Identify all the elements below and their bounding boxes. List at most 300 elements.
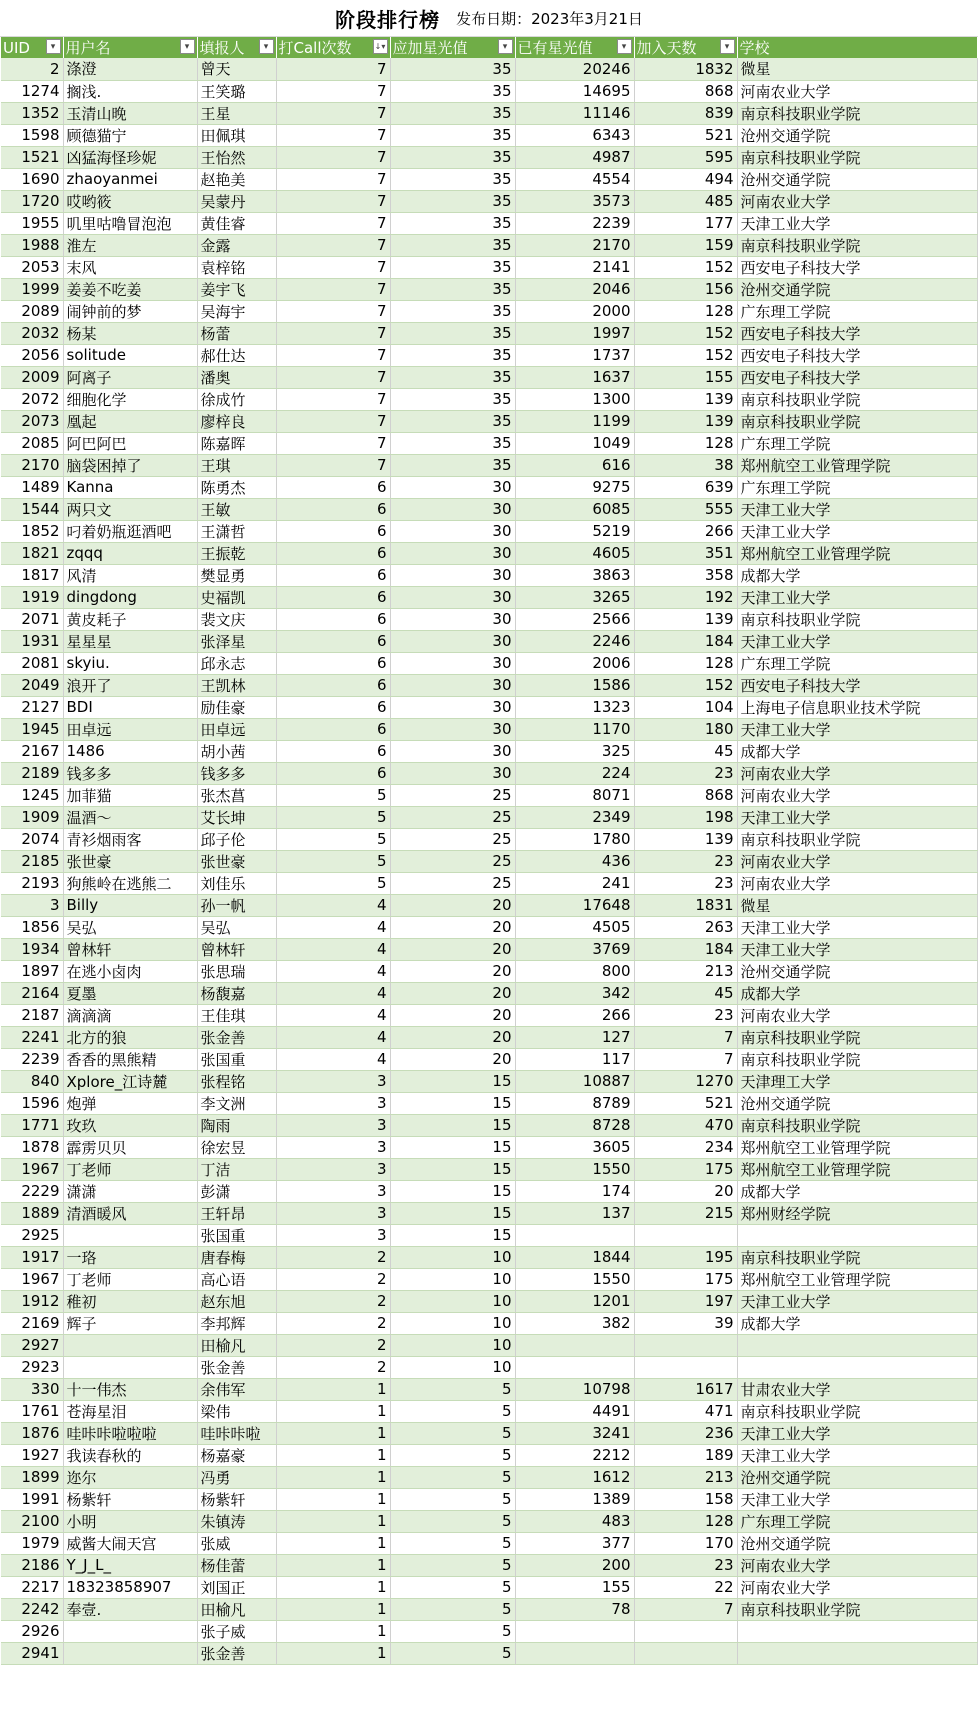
- cell-join-days[interactable]: 128: [634, 1510, 737, 1532]
- cell-reporter[interactable]: 徐宏昱: [197, 1136, 276, 1158]
- cell-reporter[interactable]: 张威: [197, 1532, 276, 1554]
- cell-username[interactable]: dingdong: [63, 586, 197, 608]
- cell-call-count[interactable]: 4: [276, 960, 390, 982]
- cell-reporter[interactable]: 哇咔咔啦: [197, 1422, 276, 1444]
- cell-username[interactable]: 玫玖: [63, 1114, 197, 1136]
- cell-username[interactable]: 清酒暖风: [63, 1202, 197, 1224]
- cell-join-days[interactable]: 351: [634, 542, 737, 564]
- cell-join-days[interactable]: 152: [634, 256, 737, 278]
- cell-call-count[interactable]: 3: [276, 1114, 390, 1136]
- cell-star-add[interactable]: 35: [390, 410, 515, 432]
- cell-star-add[interactable]: 5: [390, 1378, 515, 1400]
- cell-uid[interactable]: 2072: [1, 388, 63, 410]
- cell-uid[interactable]: 1931: [1, 630, 63, 652]
- cell-username[interactable]: 我读春秋的: [63, 1444, 197, 1466]
- cell-star-add[interactable]: 30: [390, 718, 515, 740]
- cell-school[interactable]: 南京科技职业学院: [737, 1026, 977, 1048]
- cell-username[interactable]: 加菲猫: [63, 784, 197, 806]
- cell-call-count[interactable]: 7: [276, 454, 390, 476]
- cell-uid[interactable]: 3: [1, 894, 63, 916]
- cell-star-total[interactable]: 117: [515, 1048, 634, 1070]
- cell-uid[interactable]: 2925: [1, 1224, 63, 1246]
- cell-star-add[interactable]: 15: [390, 1224, 515, 1246]
- cell-star-add[interactable]: 30: [390, 542, 515, 564]
- cell-call-count[interactable]: 1: [276, 1554, 390, 1576]
- cell-school[interactable]: 河南农业大学: [737, 850, 977, 872]
- cell-join-days[interactable]: 184: [634, 938, 737, 960]
- cell-reporter[interactable]: 姜宇飞: [197, 278, 276, 300]
- cell-reporter[interactable]: 田卓远: [197, 718, 276, 740]
- cell-school[interactable]: 广东理工学院: [737, 300, 977, 322]
- cell-reporter[interactable]: 张金善: [197, 1642, 276, 1664]
- cell-star-add[interactable]: 30: [390, 476, 515, 498]
- cell-reporter[interactable]: 励佳豪: [197, 696, 276, 718]
- cell-join-days[interactable]: 128: [634, 300, 737, 322]
- cell-uid[interactable]: 2073: [1, 410, 63, 432]
- cell-reporter[interactable]: 李邦辉: [197, 1312, 276, 1334]
- cell-call-count[interactable]: 1: [276, 1378, 390, 1400]
- cell-uid[interactable]: 1821: [1, 542, 63, 564]
- filter-dropdown-icon[interactable]: ▾: [498, 39, 513, 54]
- cell-school[interactable]: 郑州航空工业管理学院: [737, 1158, 977, 1180]
- cell-school[interactable]: 南京科技职业学院: [737, 1400, 977, 1422]
- cell-star-total[interactable]: 483: [515, 1510, 634, 1532]
- cell-school[interactable]: [737, 1334, 977, 1356]
- cell-username[interactable]: 哎哟筱: [63, 190, 197, 212]
- cell-join-days[interactable]: 23: [634, 1004, 737, 1026]
- cell-star-total[interactable]: 6343: [515, 124, 634, 146]
- cell-school[interactable]: 南京科技职业学院: [737, 102, 977, 124]
- cell-school[interactable]: 西安电子科技大学: [737, 344, 977, 366]
- cell-username[interactable]: 香香的黑熊精: [63, 1048, 197, 1070]
- cell-star-add[interactable]: 30: [390, 740, 515, 762]
- cell-call-count[interactable]: 2: [276, 1246, 390, 1268]
- cell-uid[interactable]: 2056: [1, 344, 63, 366]
- cell-uid[interactable]: 1720: [1, 190, 63, 212]
- cell-school[interactable]: 沧州交通学院: [737, 960, 977, 982]
- cell-star-add[interactable]: 30: [390, 696, 515, 718]
- cell-star-total[interactable]: 5219: [515, 520, 634, 542]
- cell-school[interactable]: 郑州航空工业管理学院: [737, 542, 977, 564]
- cell-join-days[interactable]: 23: [634, 1554, 737, 1576]
- cell-school[interactable]: 天津工业大学: [737, 498, 977, 520]
- cell-reporter[interactable]: 袁梓铭: [197, 256, 276, 278]
- cell-username[interactable]: [63, 1356, 197, 1378]
- cell-school[interactable]: 河南农业大学: [737, 1576, 977, 1598]
- cell-join-days[interactable]: 485: [634, 190, 737, 212]
- cell-school[interactable]: 成都大学: [737, 982, 977, 1004]
- cell-join-days[interactable]: 595: [634, 146, 737, 168]
- cell-call-count[interactable]: 1: [276, 1510, 390, 1532]
- cell-reporter[interactable]: 刘佳乐: [197, 872, 276, 894]
- column-header-uid[interactable]: [1, 37, 63, 58]
- cell-uid[interactable]: 1967: [1, 1268, 63, 1290]
- cell-uid[interactable]: 1878: [1, 1136, 63, 1158]
- cell-call-count[interactable]: 7: [276, 234, 390, 256]
- cell-reporter[interactable]: 王笑璐: [197, 80, 276, 102]
- cell-star-add[interactable]: 30: [390, 652, 515, 674]
- cell-uid[interactable]: 1544: [1, 498, 63, 520]
- cell-star-total[interactable]: 10798: [515, 1378, 634, 1400]
- cell-join-days[interactable]: 45: [634, 740, 737, 762]
- cell-star-add[interactable]: 30: [390, 520, 515, 542]
- cell-join-days[interactable]: 104: [634, 696, 737, 718]
- cell-reporter[interactable]: 田佩琪: [197, 124, 276, 146]
- cell-join-days[interactable]: 7: [634, 1598, 737, 1620]
- cell-school[interactable]: 郑州航空工业管理学院: [737, 1268, 977, 1290]
- column-header-call-count[interactable]: [276, 37, 390, 58]
- cell-call-count[interactable]: 1: [276, 1532, 390, 1554]
- cell-join-days[interactable]: 839: [634, 102, 737, 124]
- cell-school[interactable]: 成都大学: [737, 740, 977, 762]
- cell-reporter[interactable]: 王振乾: [197, 542, 276, 564]
- cell-join-days[interactable]: 156: [634, 278, 737, 300]
- cell-star-total[interactable]: 14695: [515, 80, 634, 102]
- cell-call-count[interactable]: 3: [276, 1202, 390, 1224]
- cell-reporter[interactable]: 胡小茜: [197, 740, 276, 762]
- column-header-join-days[interactable]: [634, 37, 737, 58]
- cell-username[interactable]: 温酒～: [63, 806, 197, 828]
- cell-uid[interactable]: 1991: [1, 1488, 63, 1510]
- cell-join-days[interactable]: [634, 1334, 737, 1356]
- cell-star-total[interactable]: 1737: [515, 344, 634, 366]
- cell-call-count[interactable]: 4: [276, 894, 390, 916]
- cell-call-count[interactable]: 6: [276, 498, 390, 520]
- cell-star-add[interactable]: 25: [390, 828, 515, 850]
- cell-username[interactable]: 阿离子: [63, 366, 197, 388]
- cell-join-days[interactable]: 175: [634, 1268, 737, 1290]
- cell-star-add[interactable]: 35: [390, 366, 515, 388]
- cell-star-add[interactable]: 5: [390, 1400, 515, 1422]
- cell-join-days[interactable]: 1831: [634, 894, 737, 916]
- cell-star-total[interactable]: 8789: [515, 1092, 634, 1114]
- cell-star-add[interactable]: 15: [390, 1158, 515, 1180]
- cell-call-count[interactable]: 1: [276, 1598, 390, 1620]
- cell-call-count[interactable]: 5: [276, 850, 390, 872]
- cell-star-add[interactable]: 35: [390, 344, 515, 366]
- cell-star-total[interactable]: 2246: [515, 630, 634, 652]
- cell-school[interactable]: 天津工业大学: [737, 916, 977, 938]
- cell-username[interactable]: 风清: [63, 564, 197, 586]
- cell-uid[interactable]: 1598: [1, 124, 63, 146]
- cell-reporter[interactable]: 王敏: [197, 498, 276, 520]
- cell-school[interactable]: 南京科技职业学院: [737, 608, 977, 630]
- cell-username[interactable]: 丁老师: [63, 1268, 197, 1290]
- cell-star-add[interactable]: 15: [390, 1202, 515, 1224]
- cell-uid[interactable]: 2100: [1, 1510, 63, 1532]
- cell-school[interactable]: 南京科技职业学院: [737, 234, 977, 256]
- sort-desc-filter-icon[interactable]: ↓▾: [373, 39, 388, 54]
- cell-school[interactable]: 南京科技职业学院: [737, 1598, 977, 1620]
- cell-join-days[interactable]: 38: [634, 454, 737, 476]
- cell-uid[interactable]: 2239: [1, 1048, 63, 1070]
- cell-call-count[interactable]: 7: [276, 410, 390, 432]
- column-header-star-add[interactable]: [390, 37, 515, 58]
- cell-reporter[interactable]: 张金善: [197, 1026, 276, 1048]
- cell-join-days[interactable]: 23: [634, 850, 737, 872]
- cell-join-days[interactable]: 192: [634, 586, 737, 608]
- cell-star-add[interactable]: 30: [390, 608, 515, 630]
- cell-star-total[interactable]: 1323: [515, 696, 634, 718]
- cell-star-total[interactable]: 1170: [515, 718, 634, 740]
- cell-star-add[interactable]: 35: [390, 300, 515, 322]
- cell-star-total[interactable]: 3265: [515, 586, 634, 608]
- cell-uid[interactable]: 1889: [1, 1202, 63, 1224]
- cell-uid[interactable]: 1899: [1, 1466, 63, 1488]
- cell-username[interactable]: 叼着奶瓶逛酒吧: [63, 520, 197, 542]
- cell-join-days[interactable]: 639: [634, 476, 737, 498]
- cell-star-total[interactable]: 3863: [515, 564, 634, 586]
- cell-join-days[interactable]: 22: [634, 1576, 737, 1598]
- cell-username[interactable]: 淮左: [63, 234, 197, 256]
- cell-star-add[interactable]: 30: [390, 498, 515, 520]
- cell-uid[interactable]: 2071: [1, 608, 63, 630]
- cell-username[interactable]: skyiu.: [63, 652, 197, 674]
- filter-dropdown-icon[interactable]: ▾: [259, 39, 274, 54]
- cell-reporter[interactable]: 徐成竹: [197, 388, 276, 410]
- cell-star-add[interactable]: 25: [390, 850, 515, 872]
- cell-star-total[interactable]: 1997: [515, 322, 634, 344]
- cell-star-add[interactable]: 10: [390, 1312, 515, 1334]
- cell-join-days[interactable]: 7: [634, 1026, 737, 1048]
- cell-username[interactable]: solitude: [63, 344, 197, 366]
- cell-star-add[interactable]: 5: [390, 1466, 515, 1488]
- cell-join-days[interactable]: 180: [634, 718, 737, 740]
- cell-join-days[interactable]: 521: [634, 124, 737, 146]
- cell-reporter[interactable]: 杨佳蕾: [197, 1554, 276, 1576]
- cell-school[interactable]: 天津工业大学: [737, 586, 977, 608]
- cell-school[interactable]: 西安电子科技大学: [737, 256, 977, 278]
- cell-username[interactable]: 细胞化学: [63, 388, 197, 410]
- cell-join-days[interactable]: [634, 1356, 737, 1378]
- cell-username[interactable]: 钱多多: [63, 762, 197, 784]
- cell-uid[interactable]: 1934: [1, 938, 63, 960]
- column-header-star-total[interactable]: [515, 37, 634, 58]
- cell-star-add[interactable]: 35: [390, 454, 515, 476]
- cell-star-total[interactable]: [515, 1356, 634, 1378]
- cell-school[interactable]: 微星: [737, 58, 977, 80]
- cell-call-count[interactable]: 6: [276, 564, 390, 586]
- cell-star-add[interactable]: 35: [390, 80, 515, 102]
- cell-username[interactable]: 张世豪: [63, 850, 197, 872]
- cell-star-total[interactable]: 436: [515, 850, 634, 872]
- cell-call-count[interactable]: 1: [276, 1488, 390, 1510]
- cell-join-days[interactable]: 494: [634, 168, 737, 190]
- cell-star-add[interactable]: 30: [390, 762, 515, 784]
- cell-call-count[interactable]: 2: [276, 1312, 390, 1334]
- cell-uid[interactable]: 2085: [1, 432, 63, 454]
- cell-username[interactable]: 霹雳贝贝: [63, 1136, 197, 1158]
- cell-username[interactable]: Y_J_L_: [63, 1554, 197, 1576]
- cell-username[interactable]: 18323858907: [63, 1576, 197, 1598]
- cell-uid[interactable]: 1274: [1, 80, 63, 102]
- cell-call-count[interactable]: 6: [276, 542, 390, 564]
- cell-star-add[interactable]: 35: [390, 234, 515, 256]
- cell-school[interactable]: 沧州交通学院: [737, 168, 977, 190]
- cell-reporter[interactable]: 彭潇: [197, 1180, 276, 1202]
- cell-star-add[interactable]: 10: [390, 1334, 515, 1356]
- cell-star-total[interactable]: 1389: [515, 1488, 634, 1510]
- cell-star-total[interactable]: 1201: [515, 1290, 634, 1312]
- cell-username[interactable]: 在逃小卤肉: [63, 960, 197, 982]
- cell-reporter[interactable]: 邱永志: [197, 652, 276, 674]
- cell-uid[interactable]: 1967: [1, 1158, 63, 1180]
- cell-reporter[interactable]: 曾林轩: [197, 938, 276, 960]
- column-header-reporter[interactable]: [197, 37, 276, 58]
- cell-call-count[interactable]: 4: [276, 982, 390, 1004]
- cell-join-days[interactable]: 23: [634, 762, 737, 784]
- cell-school[interactable]: 成都大学: [737, 1312, 977, 1334]
- cell-call-count[interactable]: 7: [276, 124, 390, 146]
- cell-school[interactable]: 微星: [737, 894, 977, 916]
- cell-join-days[interactable]: [634, 1224, 737, 1246]
- cell-reporter[interactable]: 朱镇涛: [197, 1510, 276, 1532]
- cell-school[interactable]: 天津工业大学: [737, 630, 977, 652]
- cell-call-count[interactable]: 7: [276, 212, 390, 234]
- cell-star-add[interactable]: 25: [390, 784, 515, 806]
- cell-star-add[interactable]: 35: [390, 102, 515, 124]
- cell-call-count[interactable]: 6: [276, 608, 390, 630]
- cell-star-add[interactable]: 35: [390, 146, 515, 168]
- cell-star-add[interactable]: 25: [390, 806, 515, 828]
- cell-username[interactable]: 玉清山晚: [63, 102, 197, 124]
- cell-star-total[interactable]: 20246: [515, 58, 634, 80]
- cell-uid[interactable]: 2167: [1, 740, 63, 762]
- cell-call-count[interactable]: 6: [276, 630, 390, 652]
- cell-uid[interactable]: 1817: [1, 564, 63, 586]
- cell-join-days[interactable]: 470: [634, 1114, 737, 1136]
- cell-star-add[interactable]: 35: [390, 388, 515, 410]
- cell-school[interactable]: 西安电子科技大学: [737, 674, 977, 696]
- cell-uid[interactable]: 1771: [1, 1114, 63, 1136]
- cell-call-count[interactable]: 3: [276, 1224, 390, 1246]
- cell-username[interactable]: 杨紫轩: [63, 1488, 197, 1510]
- cell-uid[interactable]: 2053: [1, 256, 63, 278]
- cell-star-total[interactable]: 6085: [515, 498, 634, 520]
- cell-join-days[interactable]: 198: [634, 806, 737, 828]
- cell-star-total[interactable]: 10887: [515, 1070, 634, 1092]
- cell-reporter[interactable]: 张思瑞: [197, 960, 276, 982]
- cell-call-count[interactable]: 1: [276, 1576, 390, 1598]
- cell-school[interactable]: 天津工业大学: [737, 1422, 977, 1444]
- cell-join-days[interactable]: 266: [634, 520, 737, 542]
- cell-uid[interactable]: 1979: [1, 1532, 63, 1554]
- cell-join-days[interactable]: 868: [634, 784, 737, 806]
- cell-school[interactable]: 天津工业大学: [737, 520, 977, 542]
- cell-school[interactable]: 郑州航空工业管理学院: [737, 1136, 977, 1158]
- cell-call-count[interactable]: 6: [276, 762, 390, 784]
- cell-reporter[interactable]: 田榆凡: [197, 1598, 276, 1620]
- cell-username[interactable]: 青衫烟雨客: [63, 828, 197, 850]
- cell-star-total[interactable]: 241: [515, 872, 634, 894]
- cell-call-count[interactable]: 3: [276, 1136, 390, 1158]
- cell-uid[interactable]: 1945: [1, 718, 63, 740]
- filter-dropdown-icon[interactable]: ▾: [617, 39, 632, 54]
- cell-username[interactable]: 脑袋困掉了: [63, 454, 197, 476]
- cell-star-add[interactable]: 20: [390, 1026, 515, 1048]
- cell-join-days[interactable]: 139: [634, 608, 737, 630]
- cell-star-total[interactable]: 616: [515, 454, 634, 476]
- cell-school[interactable]: 成都大学: [737, 1180, 977, 1202]
- cell-star-add[interactable]: 5: [390, 1422, 515, 1444]
- cell-school[interactable]: 天津工业大学: [737, 1488, 977, 1510]
- cell-star-total[interactable]: 11146: [515, 102, 634, 124]
- cell-call-count[interactable]: 4: [276, 1026, 390, 1048]
- cell-uid[interactable]: 1856: [1, 916, 63, 938]
- cell-reporter[interactable]: 吴弘: [197, 916, 276, 938]
- cell-reporter[interactable]: 王星: [197, 102, 276, 124]
- cell-uid[interactable]: 2186: [1, 1554, 63, 1576]
- cell-star-add[interactable]: 35: [390, 190, 515, 212]
- cell-school[interactable]: 天津理工大学: [737, 1070, 977, 1092]
- cell-join-days[interactable]: 170: [634, 1532, 737, 1554]
- cell-school[interactable]: 西安电子科技大学: [737, 366, 977, 388]
- cell-uid[interactable]: 1897: [1, 960, 63, 982]
- cell-star-total[interactable]: 342: [515, 982, 634, 1004]
- cell-star-total[interactable]: 1550: [515, 1158, 634, 1180]
- cell-call-count[interactable]: 7: [276, 300, 390, 322]
- cell-call-count[interactable]: 6: [276, 718, 390, 740]
- cell-uid[interactable]: 2169: [1, 1312, 63, 1334]
- cell-star-total[interactable]: [515, 1620, 634, 1642]
- cell-uid[interactable]: 330: [1, 1378, 63, 1400]
- cell-star-total[interactable]: 1586: [515, 674, 634, 696]
- cell-reporter[interactable]: 张杰菖: [197, 784, 276, 806]
- cell-school[interactable]: 沧州交通学院: [737, 1532, 977, 1554]
- cell-school[interactable]: 河南农业大学: [737, 80, 977, 102]
- cell-star-total[interactable]: 1780: [515, 828, 634, 850]
- cell-star-add[interactable]: 20: [390, 938, 515, 960]
- cell-star-add[interactable]: 20: [390, 982, 515, 1004]
- cell-username[interactable]: 凶猛海怪珍妮: [63, 146, 197, 168]
- cell-star-add[interactable]: 5: [390, 1532, 515, 1554]
- cell-reporter[interactable]: 钱多多: [197, 762, 276, 784]
- cell-uid[interactable]: 2242: [1, 1598, 63, 1620]
- cell-call-count[interactable]: 1: [276, 1466, 390, 1488]
- cell-call-count[interactable]: 7: [276, 58, 390, 80]
- cell-school[interactable]: 天津工业大学: [737, 718, 977, 740]
- cell-star-total[interactable]: 3605: [515, 1136, 634, 1158]
- cell-school[interactable]: 天津工业大学: [737, 938, 977, 960]
- cell-username[interactable]: [63, 1334, 197, 1356]
- cell-school[interactable]: 南京科技职业学院: [737, 1246, 977, 1268]
- cell-username[interactable]: Billy: [63, 894, 197, 916]
- cell-join-days[interactable]: 213: [634, 960, 737, 982]
- cell-star-total[interactable]: [515, 1642, 634, 1664]
- cell-uid[interactable]: 2185: [1, 850, 63, 872]
- cell-join-days[interactable]: 128: [634, 432, 737, 454]
- cell-call-count[interactable]: 7: [276, 80, 390, 102]
- cell-reporter[interactable]: 邱子伦: [197, 828, 276, 850]
- column-header-username[interactable]: [63, 37, 197, 58]
- cell-star-total[interactable]: 1049: [515, 432, 634, 454]
- cell-uid[interactable]: 2032: [1, 322, 63, 344]
- cell-reporter[interactable]: 王怡然: [197, 146, 276, 168]
- cell-username[interactable]: 田卓远: [63, 718, 197, 740]
- cell-join-days[interactable]: 139: [634, 388, 737, 410]
- filter-dropdown-icon[interactable]: ▾: [720, 39, 735, 54]
- cell-join-days[interactable]: 177: [634, 212, 737, 234]
- cell-star-total[interactable]: 174: [515, 1180, 634, 1202]
- cell-school[interactable]: 沧州交通学院: [737, 1466, 977, 1488]
- cell-star-add[interactable]: 15: [390, 1092, 515, 1114]
- cell-school[interactable]: 郑州财经学院: [737, 1202, 977, 1224]
- cell-star-add[interactable]: 30: [390, 586, 515, 608]
- cell-uid[interactable]: 2217: [1, 1576, 63, 1598]
- cell-username[interactable]: 辉子: [63, 1312, 197, 1334]
- cell-star-add[interactable]: 5: [390, 1510, 515, 1532]
- cell-username[interactable]: 曾林轩: [63, 938, 197, 960]
